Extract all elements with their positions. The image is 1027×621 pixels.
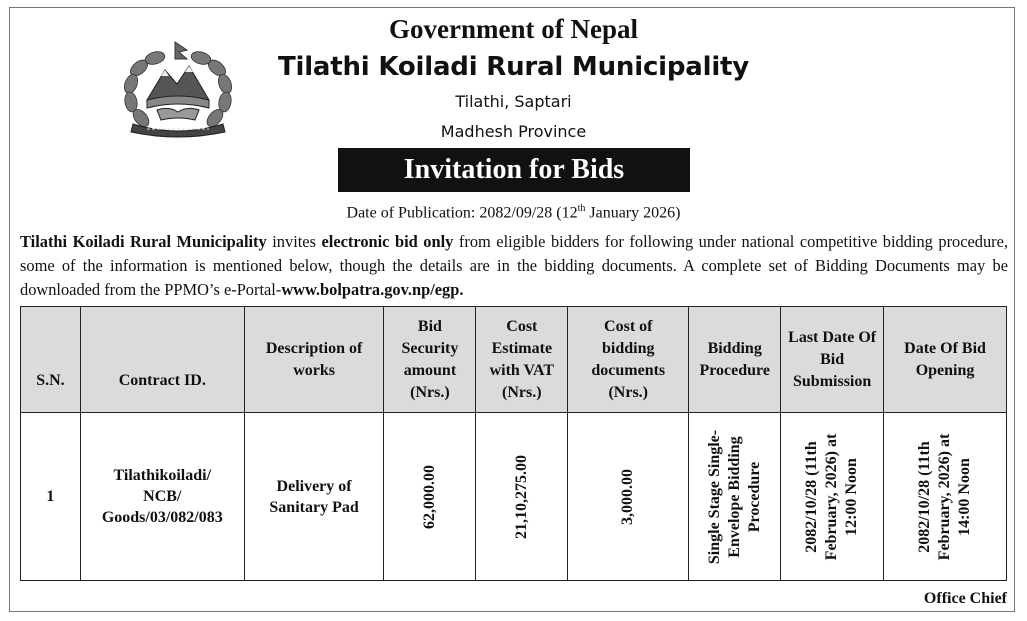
notice-title: Invitation for Bids	[338, 148, 690, 192]
description-line-1: Delivery of	[276, 477, 352, 495]
header-contract-id: Contract ID.	[80, 307, 244, 413]
signatory: Office Chief	[923, 590, 1007, 607]
cell-opening	[884, 413, 1007, 581]
last-date-line-1: 2082/10/28 (11th	[803, 440, 821, 553]
contract-id-line-3: Goods/03/082/083	[101, 509, 223, 526]
cell-sn: 1	[21, 413, 81, 581]
contract-id-line-1: Tilathikoiladi/	[113, 467, 212, 484]
last-date-line-3: 12:00 Noon	[843, 457, 861, 536]
header-description: Description of works	[244, 307, 384, 413]
cell-cost-estimate	[476, 413, 568, 581]
header-opening: Date Of Bid Opening	[884, 307, 1007, 413]
header-cost-estimate: Cost Estimate with VAT (Nrs.)	[476, 307, 568, 413]
bid-security-value: 62,000.00	[420, 464, 438, 529]
opening-line-1: 2082/10/28 (11th	[916, 440, 934, 553]
cell-bid-security	[384, 413, 476, 581]
last-date-line-2: February, 2026) at	[823, 433, 841, 560]
intro-electronic-bid: electronic bid only	[321, 232, 454, 251]
opening-line-2: February, 2026) at	[936, 433, 954, 560]
cell-procedure	[689, 413, 781, 581]
cell-doc-cost	[568, 413, 689, 581]
municipality-province: Madhesh Province	[440, 122, 587, 141]
header-procedure: Bidding Procedure	[689, 307, 781, 413]
bids-table	[20, 306, 1007, 581]
cost-estimate-value: 21,10,275.00	[512, 454, 530, 539]
publication-date-prefix: Date of Publication: 2082/09/28 (12	[346, 204, 578, 222]
opening-value	[915, 433, 975, 560]
government-title: Government of Nepal	[389, 14, 638, 44]
intro-municipality: Tilathi Koiladi Rural Municipality	[20, 232, 267, 251]
procedure-line-1: Single Stage Single-	[705, 429, 723, 564]
egp-portal-link[interactable]: www.bolpatra.gov.np/egp.	[281, 280, 464, 299]
municipality-title: Tilathi Koiladi Rural Municipality	[277, 52, 750, 82]
opening-line-3: 14:00 Noon	[956, 457, 974, 536]
municipality-address: Tilathi, Saptari	[455, 92, 572, 111]
description-line-2: Sanitary Pad	[269, 498, 359, 516]
contract-id-line-2: NCB/	[143, 488, 182, 505]
cell-description	[244, 413, 384, 581]
table-row	[21, 413, 1007, 581]
intro-paragraph	[20, 230, 1008, 302]
publication-date	[0, 203, 1027, 222]
cell-last-date	[781, 413, 884, 581]
table-header-row	[21, 307, 1007, 413]
cell-contract-id	[80, 413, 244, 581]
header-doc-cost: Cost of bidding documents (Nrs.)	[568, 307, 689, 413]
header-last-date: Last Date Of Bid Submission	[781, 307, 884, 413]
last-date-value	[802, 433, 862, 560]
procedure-line-2: Envelope Bidding	[725, 435, 743, 558]
publication-date-ordinal: th	[577, 203, 586, 214]
doc-cost-value: 3,000.00	[619, 468, 637, 525]
intro-text-1: invites	[266, 232, 322, 251]
procedure-value	[705, 429, 765, 563]
header-sn: S.N.	[21, 307, 81, 413]
procedure-line-3: Procedure	[745, 461, 763, 532]
intro-text-2: from eligible bidders for following under national competitive bidding procedure, some of the information is mentioned below, though the details are in the bidding documents. A complete set of Bidding Documents may be downloaded from the PPMO’s e-Portal-	[20, 232, 1009, 299]
header-bid-security: Bid Security amount (Nrs.)	[384, 307, 476, 413]
publication-date-suffix: January 2026)	[585, 204, 681, 222]
